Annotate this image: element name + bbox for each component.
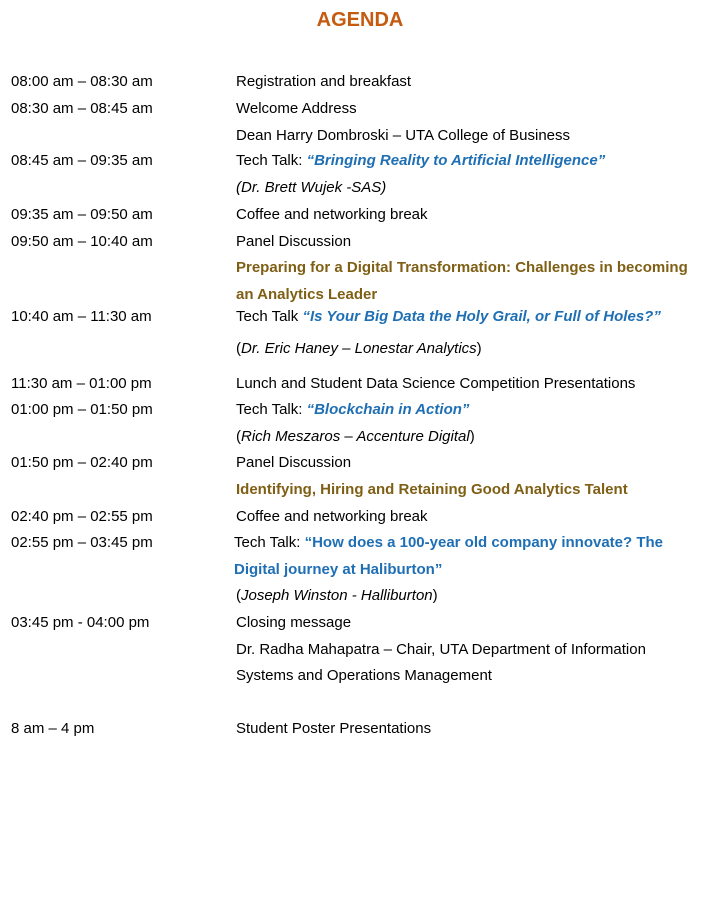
time-slot: 01:00 pm – 01:50 pm [11,401,153,418]
agenda-description: Dr. Radha Mahapatra – Chair, UTA Department of Information [236,641,646,658]
tech-talk-prefix: Tech Talk: [236,152,307,169]
tech-talk-title: “Is Your Big Data the Holy Grail, or Full of Holes?” [302,308,661,325]
speaker-line: (Rich Meszaros – Accenture Digital) [236,428,475,445]
agenda-description: Closing message [236,614,352,631]
panel-title: Identifying, Hiring and Retaining Good Analytics Talent [236,481,628,498]
time-slot: 09:50 am – 10:40 am [11,233,153,250]
time-slot: 08:00 am – 08:30 am [11,73,153,90]
time-slot: 11:30 am – 01:00 pm [11,375,152,392]
agenda-description: Registration and breakfast [236,73,412,90]
time-slot: 08:45 am – 09:35 am [11,152,153,169]
agenda-description: Systems and Operations Management [236,667,492,684]
tech-talk-line [234,534,663,552]
tech-talk-title: “How does a 100-year old company innovate? The [304,534,664,551]
speaker-name: Joseph Winston - Halliburton [241,587,433,604]
speaker-name: Rich Meszaros – Accenture Digital [241,428,470,445]
speaker-name: (Dr. Brett Wujek -SAS) [236,179,387,196]
agenda-description: Coffee and networking break [236,206,428,223]
agenda-title: AGENDA [316,9,404,31]
time-slot: 8 am – 4 pm [11,720,95,737]
time-slot: 08:30 am – 08:45 am [11,100,153,117]
tech-talk-line [236,401,469,419]
panel-title: Preparing for a Digital Transformation: Challenges in becoming [236,259,688,276]
time-slot: 01:50 pm – 02:40 pm [11,454,153,471]
time-slot: 09:35 am – 09:50 am [11,206,153,223]
tech-talk-prefix: Tech Talk: [236,401,307,418]
agenda-description: Coffee and networking break [236,508,428,525]
time-slot: 02:40 pm – 02:55 pm [11,508,153,525]
agenda-description: Welcome Address [236,100,357,117]
tech-talk-title: Digital journey at Haliburton” [234,561,443,578]
time-slot: 10:40 am – 11:30 am [11,308,152,325]
agenda-description: Panel Discussion [236,233,352,250]
agenda-description: Lunch and Student Data Science Competition Presentations [236,375,636,392]
time-slot: 02:55 pm – 03:45 pm [11,534,153,551]
speaker-line: (Joseph Winston - Halliburton) [236,587,438,604]
tech-talk-line [236,308,661,326]
tech-talk-line [236,152,605,170]
agenda-description: Student Poster Presentations [236,720,432,737]
speaker-name: Dr. Eric Haney – Lonestar Analytics [241,340,477,357]
tech-talk-prefix: Tech Talk: [234,534,305,551]
agenda-description: Panel Discussion [236,454,352,471]
panel-title: an Analytics Leader [236,286,378,303]
speaker-line: (Dr. Eric Haney – Lonestar Analytics) [236,340,482,357]
time-slot: 03:45 pm - 04:00 pm [11,614,150,631]
agenda-description: Dean Harry Dombroski – UTA College of Business [236,127,571,144]
tech-talk-title: “Blockchain in Action” [306,401,470,418]
tech-talk-prefix: Tech Talk [236,308,303,325]
tech-talk-title: “Bringing Reality to Artificial Intelligence” [306,152,606,169]
